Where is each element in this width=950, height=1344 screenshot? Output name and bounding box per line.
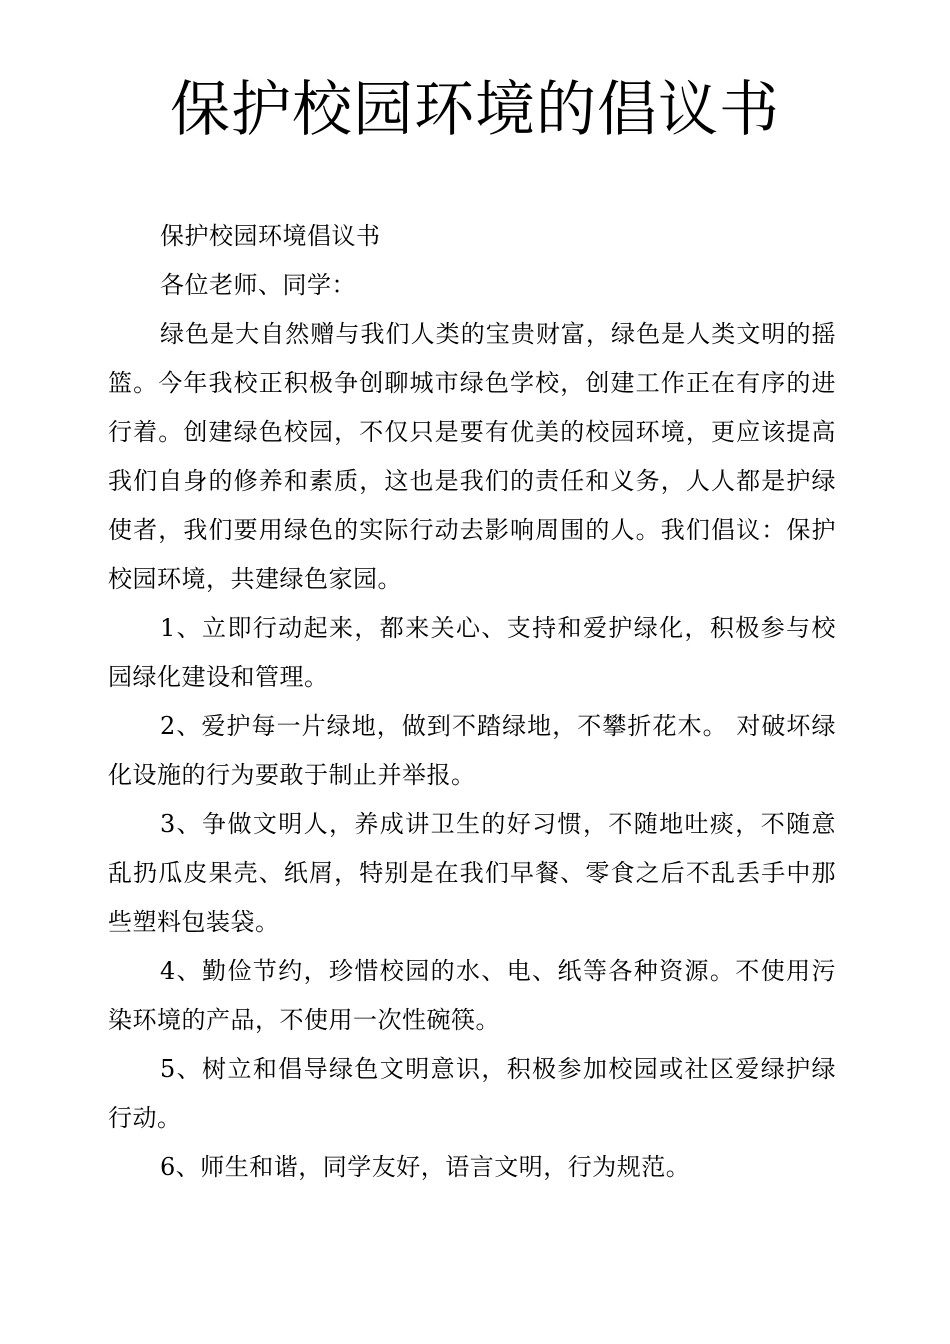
proposal-item-4: 4、勤俭节约，珍惜校园的水、电、纸等各种资源。不使用污染环境的产品，不使用一次性碗筷。: [108, 957, 836, 1034]
intro-paragraph: 绿色是大自然赠与我们人类的宝贵财富，绿色是人类文明的摇篮。今年我校正积极争创聊城市绿色学校，创建工作正在有序的进行着。创建绿色校园，不仅只是要有优美的校园环境，更应该提高我们自身的修养和素质，这也是我们的责任和义务，人人都是护绿使者，我们要用绿色的实际行动去影响周围的人。我们倡议：保护校园环境，共建绿色家园。: [108, 320, 836, 593]
document-subtitle: 保护校园环境倡议书: [160, 222, 381, 250]
document-body: [108, 212, 836, 1192]
salutation: 各位老师、同学：: [160, 271, 356, 299]
document-title: 保护校园环境的倡议书: [170, 75, 780, 145]
proposal-item-3: 3、争做文明人，养成讲卫生的好习惯，不随地吐痰，不随意乱扔瓜皮果壳、纸屑，特别是在我们早餐、零食之后不乱丢手中那些塑料包装袋。: [108, 810, 836, 936]
proposal-item-1: 1、立即行动起来，都来关心、支持和爱护绿化，积极参与校园绿化建设和管理。: [108, 614, 836, 691]
proposal-item-6: 6、师生和谐，同学友好，语言文明，行为规范。: [160, 1153, 691, 1181]
proposal-item-2: 2、爱护每一片绿地，做到不踏绿地，不攀折花木。 对破坏绿化设施的行为要敢于制止并举报。: [108, 712, 836, 789]
proposal-item-5: 5、树立和倡导绿色文明意识，积极参加校园或社区爱绿护绿行动。: [108, 1055, 836, 1132]
